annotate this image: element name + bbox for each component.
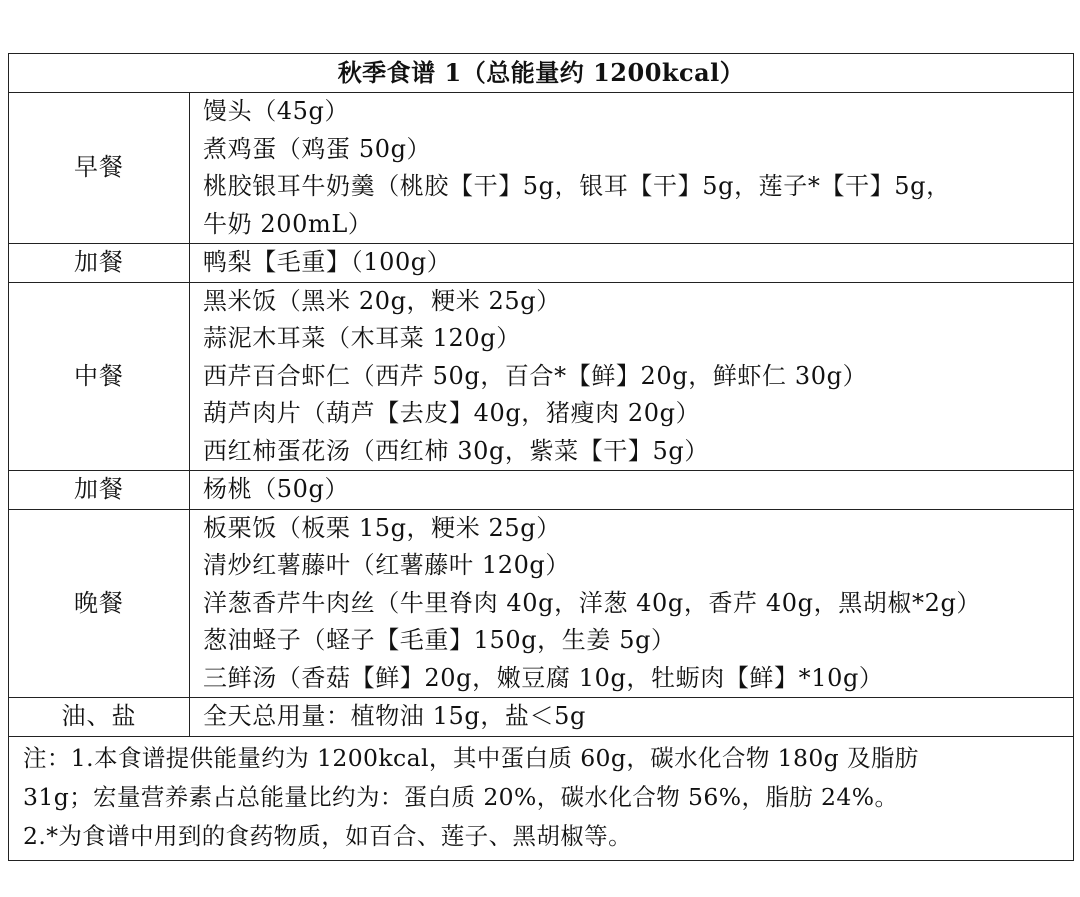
notes — [9, 736, 1074, 860]
food-item: 板栗饭（板栗 15g，粳米 25g） — [203, 513, 561, 542]
note-line: 注：1.本食谱提供能量约为 1200kcal，其中蛋白质 60g，碳水化合物 180g 及脂肪 — [23, 743, 919, 772]
table-row — [9, 698, 1074, 737]
meal-items-lunch — [190, 282, 1074, 471]
food-item: 煮鸡蛋（鸡蛋 50g） — [203, 134, 432, 163]
food-item: 蒜泥木耳菜（木耳菜 120g） — [203, 324, 521, 352]
food-item: 鸭梨【毛重】（100g） — [203, 248, 452, 276]
recipe-table — [8, 53, 1074, 861]
food-item: 全天总用量：植物油 15g，盐＜5g — [203, 702, 586, 730]
food-item: 清炒红薯藤叶（红薯藤叶 120g） — [203, 551, 570, 579]
meal-items-snack-afternoon — [190, 471, 1074, 510]
food-item: 葫芦肉片（葫芦【去皮】40g，猪瘦肉 20g） — [203, 399, 701, 427]
food-item: 黑米饭（黑米 20g，粳米 25g） — [203, 286, 561, 315]
meal-label-breakfast: 早餐 — [9, 93, 190, 244]
meal-label-dinner: 晚餐 — [9, 509, 190, 698]
food-item: 葱油蛏子（蛏子【毛重】150g，生姜 5g） — [203, 626, 676, 654]
note-line: 2.*为食谱中用到的食药物质，如百合、莲子、黑胡椒等。 — [23, 821, 632, 850]
food-item: 馒头（45g） — [203, 97, 350, 125]
food-item: 洋葱香芹牛肉丝（牛里脊肉 40g，洋葱 40g，香芹 40g，黑胡椒*2g） — [203, 588, 982, 617]
meal-label-lunch: 中餐 — [9, 282, 190, 471]
table-row — [9, 282, 1074, 471]
meal-label-oil-salt: 油、盐 — [9, 698, 190, 737]
meal-label-snack-afternoon: 加餐 — [9, 471, 190, 510]
table-title: 秋季食谱 1（总能量约 1200kcal） — [9, 54, 1074, 93]
meal-label-snack-morning: 加餐 — [9, 244, 190, 283]
food-item: 西芹百合虾仁（西芹 50g，百合*【鲜】20g，鲜虾仁 30g） — [203, 361, 868, 390]
table-row — [9, 244, 1074, 283]
table-row — [9, 509, 1074, 698]
meal-items-breakfast — [190, 93, 1074, 244]
meal-items-dinner — [190, 509, 1074, 698]
meal-items-oil-salt — [190, 698, 1074, 737]
note-line: 31g；宏量营养素占总能量比约为：蛋白质 20%，碳水化合物 56%，脂肪 24%。 — [23, 782, 899, 811]
title-row — [9, 54, 1074, 93]
food-item: 杨桃（50g） — [203, 475, 350, 503]
recipe-document — [8, 53, 1074, 861]
table-row — [9, 93, 1074, 244]
food-item: 牛奶 200mL） — [203, 209, 373, 238]
food-item: 三鲜汤（香菇【鲜】20g，嫩豆腐 10g，牡蛎肉【鲜】*10g） — [203, 663, 884, 692]
table-row — [9, 471, 1074, 510]
food-item: 桃胶银耳牛奶羹（桃胶【干】5g，银耳【干】5g，莲子*【干】5g， — [203, 172, 951, 200]
food-item: 西红柿蛋花汤（西红柿 30g，紫菜【干】5g） — [203, 436, 709, 465]
meal-items-snack-morning — [190, 244, 1074, 283]
notes-row — [9, 736, 1074, 860]
